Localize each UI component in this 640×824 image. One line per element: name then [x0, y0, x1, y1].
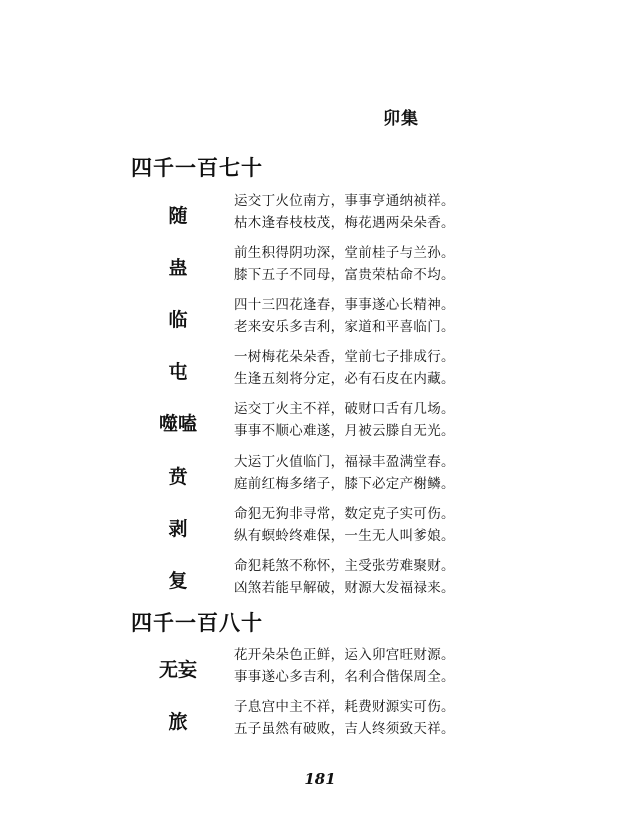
entry-name: 蛊 [168, 257, 188, 279]
verse-line: 运交丁火位南方，事事亨通纳祯祥。 [234, 193, 455, 209]
entry [0, 451, 640, 495]
verse-line: 花开朵朵色正鲜，运入卯宫旺财源。 [234, 647, 455, 663]
verse-line: 前生积得阴功深，堂前桂子与兰孙。 [234, 245, 455, 261]
verse-line: 凶煞若能早解破，财源大发福禄来。 [234, 580, 455, 596]
verse-line: 命犯耗煞不称怀，主受张劳难聚财。 [234, 558, 455, 574]
entry-verse [234, 451, 455, 495]
entry-name: 复 [168, 570, 188, 592]
entry-verse [234, 294, 455, 338]
verse-line: 事事不顺心难遂，月被云滕自无光。 [234, 423, 455, 439]
verse-line: 运交丁火主不祥，破财口舌有几场。 [234, 401, 455, 417]
entry-verse [234, 555, 455, 599]
verse-line: 命犯无狗非寻常，数定克子实可伤。 [234, 506, 455, 522]
entry [0, 242, 640, 286]
verse-line: 事事遂心多吉利，名利合偕保周全。 [234, 669, 455, 685]
entry-name: 剥 [168, 518, 188, 540]
entry-name: 随 [168, 205, 188, 227]
verse-line: 枯木逢春枝枝茂，梅花遇两朵朵香。 [234, 215, 455, 231]
section-title: 四千一百八十 [131, 610, 263, 635]
verse-line: 老来安乐多吉利，家道和平喜临门。 [234, 319, 455, 335]
entry [0, 555, 640, 599]
verse-line: 生逢五刻将分定，必有石皮在内藏。 [234, 371, 455, 387]
verse-line: 大运丁火值临门，福禄丰盈满堂春。 [234, 454, 455, 470]
entry-verse [234, 346, 455, 390]
verse-line: 一树梅花朵朵香，堂前七子排成行。 [234, 349, 455, 365]
entry [0, 346, 640, 390]
entry-name: 临 [168, 309, 188, 331]
entry-verse [234, 242, 455, 286]
verse-line: 纵有螟蛉终难保，一生无人叫爹娘。 [234, 528, 455, 544]
verse-line: 庭前红梅多绪子，膝下必定产榭鳞。 [234, 476, 455, 492]
entry [0, 696, 640, 740]
verse-line: 膝下五子不同母，富贵荣枯命不均。 [234, 267, 455, 283]
entry-verse [234, 503, 455, 547]
entry-verse [234, 696, 455, 740]
page-number: 181 [304, 770, 336, 788]
entry-name: 无妄 [158, 659, 197, 681]
entry-verse [234, 190, 455, 234]
entry [0, 644, 640, 688]
entry [0, 398, 640, 442]
entry-verse [234, 398, 455, 442]
running-head: 卯集 [383, 109, 419, 129]
entry-name: 旅 [168, 711, 188, 733]
entry-name: 屯 [168, 361, 188, 383]
entry-name: 噬嗑 [158, 413, 197, 435]
verse-line: 五子虽然有破败，吉人终须致天祥。 [234, 721, 455, 737]
verse-line: 四十三四花逢春，事事遂心长精神。 [234, 297, 455, 313]
section-title: 四千一百七十 [131, 155, 263, 180]
entry [0, 294, 640, 338]
entry [0, 190, 640, 234]
entry-verse [234, 644, 455, 688]
entry [0, 503, 640, 547]
verse-line: 子息宫中主不祥，耗费财源实可伤。 [234, 699, 455, 715]
entry-name: 贲 [168, 466, 188, 488]
